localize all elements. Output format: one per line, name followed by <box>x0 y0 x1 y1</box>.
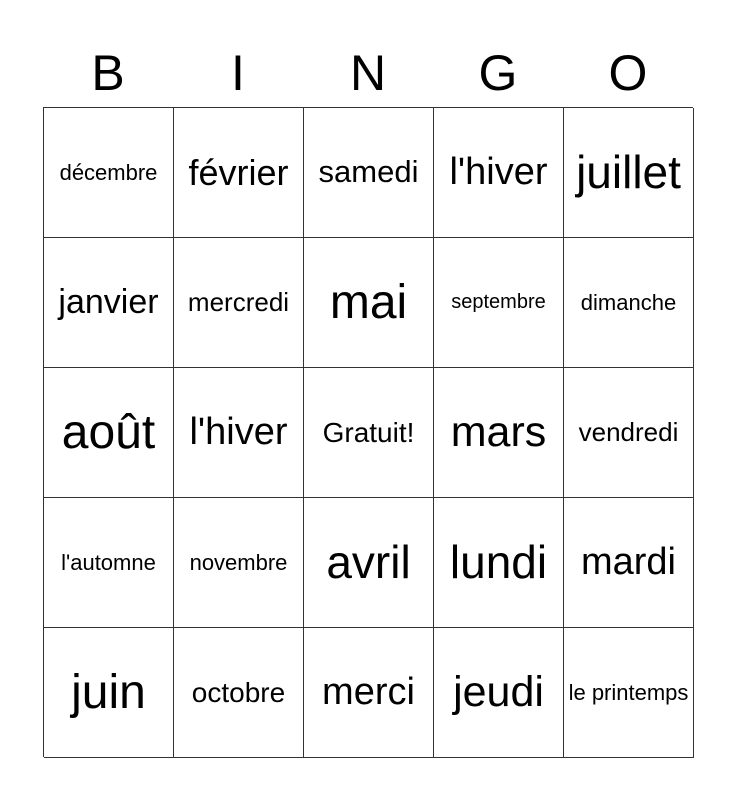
bingo-cell[interactable]: janvier <box>44 238 174 368</box>
free-space-cell[interactable]: Gratuit! <box>304 368 434 498</box>
bingo-cell[interactable]: l'hiver <box>434 108 564 238</box>
bingo-cell[interactable]: avril <box>304 498 434 628</box>
bingo-cell[interactable]: merci <box>304 628 434 758</box>
bingo-cell[interactable]: jeudi <box>434 628 564 758</box>
bingo-cell[interactable]: août <box>44 368 174 498</box>
header-letter-o: O <box>608 45 648 101</box>
bingo-cell[interactable]: novembre <box>174 498 304 628</box>
bingo-board <box>43 107 693 757</box>
bingo-cell[interactable]: septembre <box>434 238 564 368</box>
bingo-cell[interactable]: lundi <box>434 498 564 628</box>
bingo-cell[interactable]: mars <box>434 368 564 498</box>
bingo-cell[interactable]: le printemps <box>564 628 694 758</box>
header-letter-n: N <box>349 45 387 101</box>
header-letter-i: I <box>231 45 245 101</box>
bingo-cell[interactable]: mardi <box>564 498 694 628</box>
header-letter-b: B <box>91 45 125 101</box>
bingo-cell[interactable]: février <box>174 108 304 238</box>
bingo-cell[interactable]: juillet <box>564 108 694 238</box>
bingo-cell[interactable]: décembre <box>44 108 174 238</box>
header-letter-g: G <box>478 45 518 101</box>
bingo-cell[interactable]: octobre <box>174 628 304 758</box>
bingo-cell[interactable]: samedi <box>304 108 434 238</box>
bingo-cell[interactable]: vendredi <box>564 368 694 498</box>
bingo-cell[interactable]: mercredi <box>174 238 304 368</box>
bingo-cell[interactable]: dimanche <box>564 238 694 368</box>
bingo-cell[interactable]: l'hiver <box>174 368 304 498</box>
bingo-cell[interactable]: juin <box>44 628 174 758</box>
bingo-cell[interactable]: mai <box>304 238 434 368</box>
bingo-header <box>43 40 693 106</box>
bingo-cell[interactable]: l'automne <box>44 498 174 628</box>
